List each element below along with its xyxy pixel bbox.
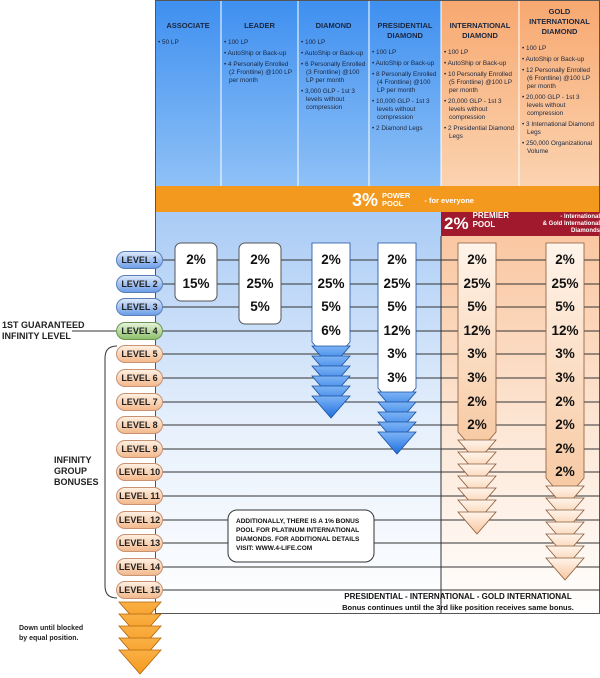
gold-level-2-value: 25% bbox=[551, 276, 579, 291]
diamond-level-3-value: 5% bbox=[321, 299, 341, 314]
power-pool-banner bbox=[352, 189, 474, 211]
level-1: LEVEL 1 bbox=[116, 251, 163, 269]
power-pool-note: - for everyone bbox=[424, 195, 474, 205]
power-pool-name: POWER POOL bbox=[382, 191, 411, 208]
requirements-list bbox=[444, 49, 516, 141]
gold-level-7-value: 2% bbox=[555, 394, 575, 409]
international-level-1-value: 2% bbox=[467, 252, 487, 267]
power-pool-percent: 3% bbox=[352, 189, 379, 210]
premier-pool-name: PREMIER POOL bbox=[472, 210, 510, 229]
requirements-list bbox=[372, 49, 438, 133]
column-title: ASSOCIATE bbox=[166, 21, 210, 30]
column-leader bbox=[221, 0, 298, 186]
level-4: LEVEL 4 bbox=[116, 322, 163, 340]
requirement: • 12 Personally Enrolled (6 Frontline) @100 LP per month bbox=[522, 67, 590, 90]
level-13: LEVEL 13 bbox=[116, 534, 163, 552]
column-associate bbox=[155, 0, 221, 186]
requirement: • 3 International Diamond Legs bbox=[522, 121, 594, 136]
requirement: • 100 LP bbox=[224, 39, 249, 46]
requirement: • 250,000 Organizational Volume bbox=[522, 140, 593, 155]
requirement: • 10 Personally Enrolled (5 Frontline) @100 LP per month bbox=[444, 71, 512, 94]
gold-level-8-value: 2% bbox=[555, 417, 575, 432]
international-level-3-value: 5% bbox=[467, 299, 487, 314]
column-diamond bbox=[298, 0, 369, 186]
level-5: LEVEL 5 bbox=[116, 345, 163, 363]
requirement: • AutoShip or Back-up bbox=[372, 60, 435, 67]
additional-bonus-note: ADDITIONALLY, THERE IS A 1% BONUS POOL FOR PLATINUM INTERNATIONAL DIAMONDS. FOR ADDITIONAL DETAILS VISIT: WWW.4-LIFE.COM bbox=[236, 518, 360, 552]
level-15: LEVEL 15 bbox=[116, 581, 163, 599]
requirement: • 20,000 GLP - 1st 3 levels without compression bbox=[522, 94, 580, 117]
column-gold-international-diamond bbox=[519, 0, 600, 186]
level-3: LEVEL 3 bbox=[116, 298, 163, 316]
column-title: GOLD INTERNATIONAL DIAMOND bbox=[529, 7, 590, 36]
presidential-level-3-value: 5% bbox=[387, 299, 407, 314]
associate-level-1-value: 2% bbox=[186, 252, 206, 267]
guaranteed-label: 1ST GUARANTEED INFINITY LEVEL bbox=[2, 320, 85, 341]
requirement: • 100 LP bbox=[301, 39, 326, 46]
down-arrow-icon bbox=[119, 602, 161, 674]
requirement: • AutoShip or Back-up bbox=[224, 50, 287, 57]
footer-note: PRESIDENTIAL - INTERNATIONAL - GOLD INTERNATIONAL Bonus continues until the 3rd like position receives same bonus. bbox=[342, 592, 574, 612]
level-8: LEVEL 8 bbox=[116, 416, 163, 434]
requirements-list bbox=[301, 39, 366, 112]
requirement: • 100 LP bbox=[522, 45, 547, 52]
column-title: INTERNATIONAL DIAMOND bbox=[449, 21, 511, 40]
level-11: LEVEL 11 bbox=[116, 487, 163, 505]
gold-level-6-value: 3% bbox=[555, 370, 575, 385]
infinity-label: INFINITY GROUP BONUSES bbox=[54, 455, 99, 487]
diamond-level-4-value: 6% bbox=[321, 323, 341, 338]
associate-level-2-value: 15% bbox=[182, 276, 210, 291]
requirement: • 2 Diamond Legs bbox=[372, 125, 423, 132]
column-international-diamond bbox=[441, 0, 519, 186]
premier-pool-note: - International & Gold International Diamonds bbox=[542, 213, 600, 234]
presidential-level-4-value: 12% bbox=[383, 323, 411, 338]
requirements-list bbox=[158, 39, 218, 47]
level-2: LEVEL 2 bbox=[116, 275, 163, 293]
international-level-6-value: 3% bbox=[467, 370, 487, 385]
column-presidential-diamond bbox=[369, 0, 441, 186]
leader-level-1-value: 2% bbox=[250, 252, 270, 267]
requirements-list bbox=[224, 39, 295, 85]
gold-level-4-value: 12% bbox=[551, 323, 579, 338]
requirement: • 2 Presidential Diamond Legs bbox=[444, 125, 515, 140]
requirement: • 6 Personally Enrolled (3 Frontline) @100 LP per month bbox=[301, 61, 366, 84]
diamond-level-2-value: 25% bbox=[317, 276, 345, 291]
level-7: LEVEL 7 bbox=[116, 393, 163, 411]
presidential-level-5-value: 3% bbox=[387, 346, 407, 361]
column-title: DIAMOND bbox=[315, 21, 352, 30]
presidential-level-2-value: 25% bbox=[383, 276, 411, 291]
presidential-level-6-value: 3% bbox=[387, 370, 407, 385]
level-10: LEVEL 10 bbox=[116, 463, 163, 481]
leader-level-2-value: 25% bbox=[246, 276, 274, 291]
gold-level-1-value: 2% bbox=[555, 252, 575, 267]
level-9: LEVEL 9 bbox=[116, 440, 163, 458]
premier-pool-percent: 2% bbox=[444, 214, 469, 233]
gold-level-10-value: 2% bbox=[555, 464, 575, 479]
requirement: • AutoShip or Back-up bbox=[522, 56, 585, 63]
presidential-level-1-value: 2% bbox=[387, 252, 407, 267]
column-title: PRESIDENTIAL DIAMOND bbox=[377, 21, 433, 40]
gold-level-9-value: 2% bbox=[555, 441, 575, 456]
diamond-level-1-value: 2% bbox=[321, 252, 341, 267]
international-level-5-value: 3% bbox=[467, 346, 487, 361]
gold-level-3-value: 5% bbox=[555, 299, 575, 314]
requirement: • AutoShip or Back-up bbox=[444, 60, 507, 67]
international-level-7-value: 2% bbox=[467, 394, 487, 409]
down-until-blocked-label: Down until blocked by equal position. bbox=[19, 625, 84, 642]
level-12: LEVEL 12 bbox=[116, 511, 163, 529]
requirement: • 8 Personally Enrolled (4 Frontline) @100 LP per month bbox=[372, 71, 437, 94]
requirements-list bbox=[522, 45, 597, 156]
requirement: • 10,000 GLP - 1st 3 levels without compression bbox=[372, 98, 430, 121]
leader-level-3-value: 5% bbox=[250, 299, 270, 314]
international-level-2-value: 25% bbox=[463, 276, 491, 291]
requirement: • 100 LP bbox=[372, 49, 397, 56]
column-title: LEADER bbox=[244, 21, 275, 30]
requirement: • 50 LP bbox=[158, 39, 179, 46]
level-14: LEVEL 14 bbox=[116, 558, 163, 576]
requirement: • 100 LP bbox=[444, 49, 469, 56]
requirement: • 20,000 GLP - 1st 3 levels without compression bbox=[444, 98, 502, 121]
international-level-8-value: 2% bbox=[467, 417, 487, 432]
level-6: LEVEL 6 bbox=[116, 369, 163, 387]
international-level-4-value: 12% bbox=[463, 323, 491, 338]
requirement: • AutoShip or Back-up bbox=[301, 50, 364, 57]
gold-level-5-value: 3% bbox=[555, 346, 575, 361]
requirement: • 3,000 GLP - 1st 3 levels without compression bbox=[301, 88, 355, 111]
premier-pool-banner bbox=[444, 210, 600, 234]
requirement: • 4 Personally Enrolled (2 Frontline) @100 LP per month bbox=[224, 61, 292, 84]
